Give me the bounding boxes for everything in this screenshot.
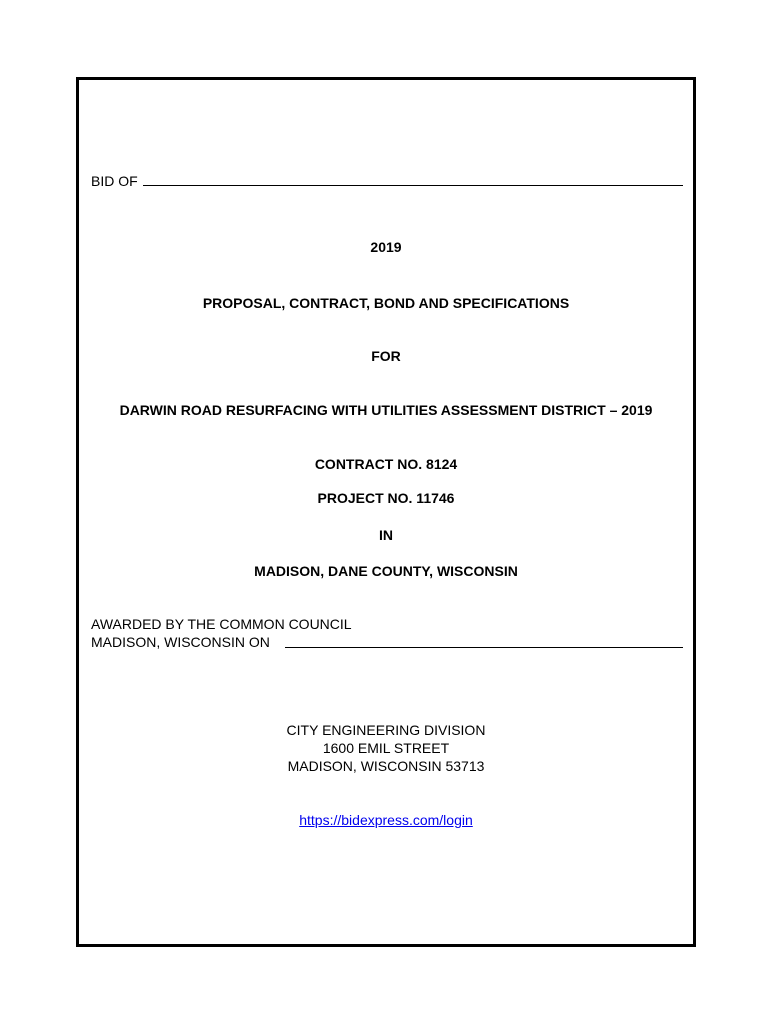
bid-of-label: BID OF [91, 173, 138, 189]
project-number: PROJECT NO. 11746 [317, 490, 455, 506]
awarded-line-2: MADISON, WISCONSIN ON [91, 634, 270, 650]
awarded-date-fill-line [285, 647, 683, 648]
bid-of-fill-line [143, 185, 683, 186]
for-label: FOR [371, 348, 401, 364]
awarded-line-1: AWARDED BY THE COMMON COUNCIL [91, 616, 352, 632]
contract-number: CONTRACT NO. 8124 [314, 456, 458, 472]
link-row [79, 811, 693, 829]
in-label: IN [379, 527, 393, 543]
document-year: 2019 [370, 239, 402, 255]
location-heading: MADISON, DANE COUNTY, WISCONSIN [254, 563, 518, 579]
street-address: 1600 EMIL STREET [322, 740, 450, 756]
project-name-heading: DARWIN ROAD RESURFACING WITH UTILITIES ASSESSMENT DISTRICT – 2019 [119, 402, 653, 418]
city-state-zip: MADISON, WISCONSIN 53713 [287, 758, 485, 774]
bidexpress-link[interactable]: https://bidexpress.com/login [299, 812, 473, 828]
document-type-heading: PROPOSAL, CONTRACT, BOND AND SPECIFICATIONS [202, 295, 570, 311]
division-name: CITY ENGINEERING DIVISION [286, 722, 486, 738]
document-frame [76, 77, 696, 947]
